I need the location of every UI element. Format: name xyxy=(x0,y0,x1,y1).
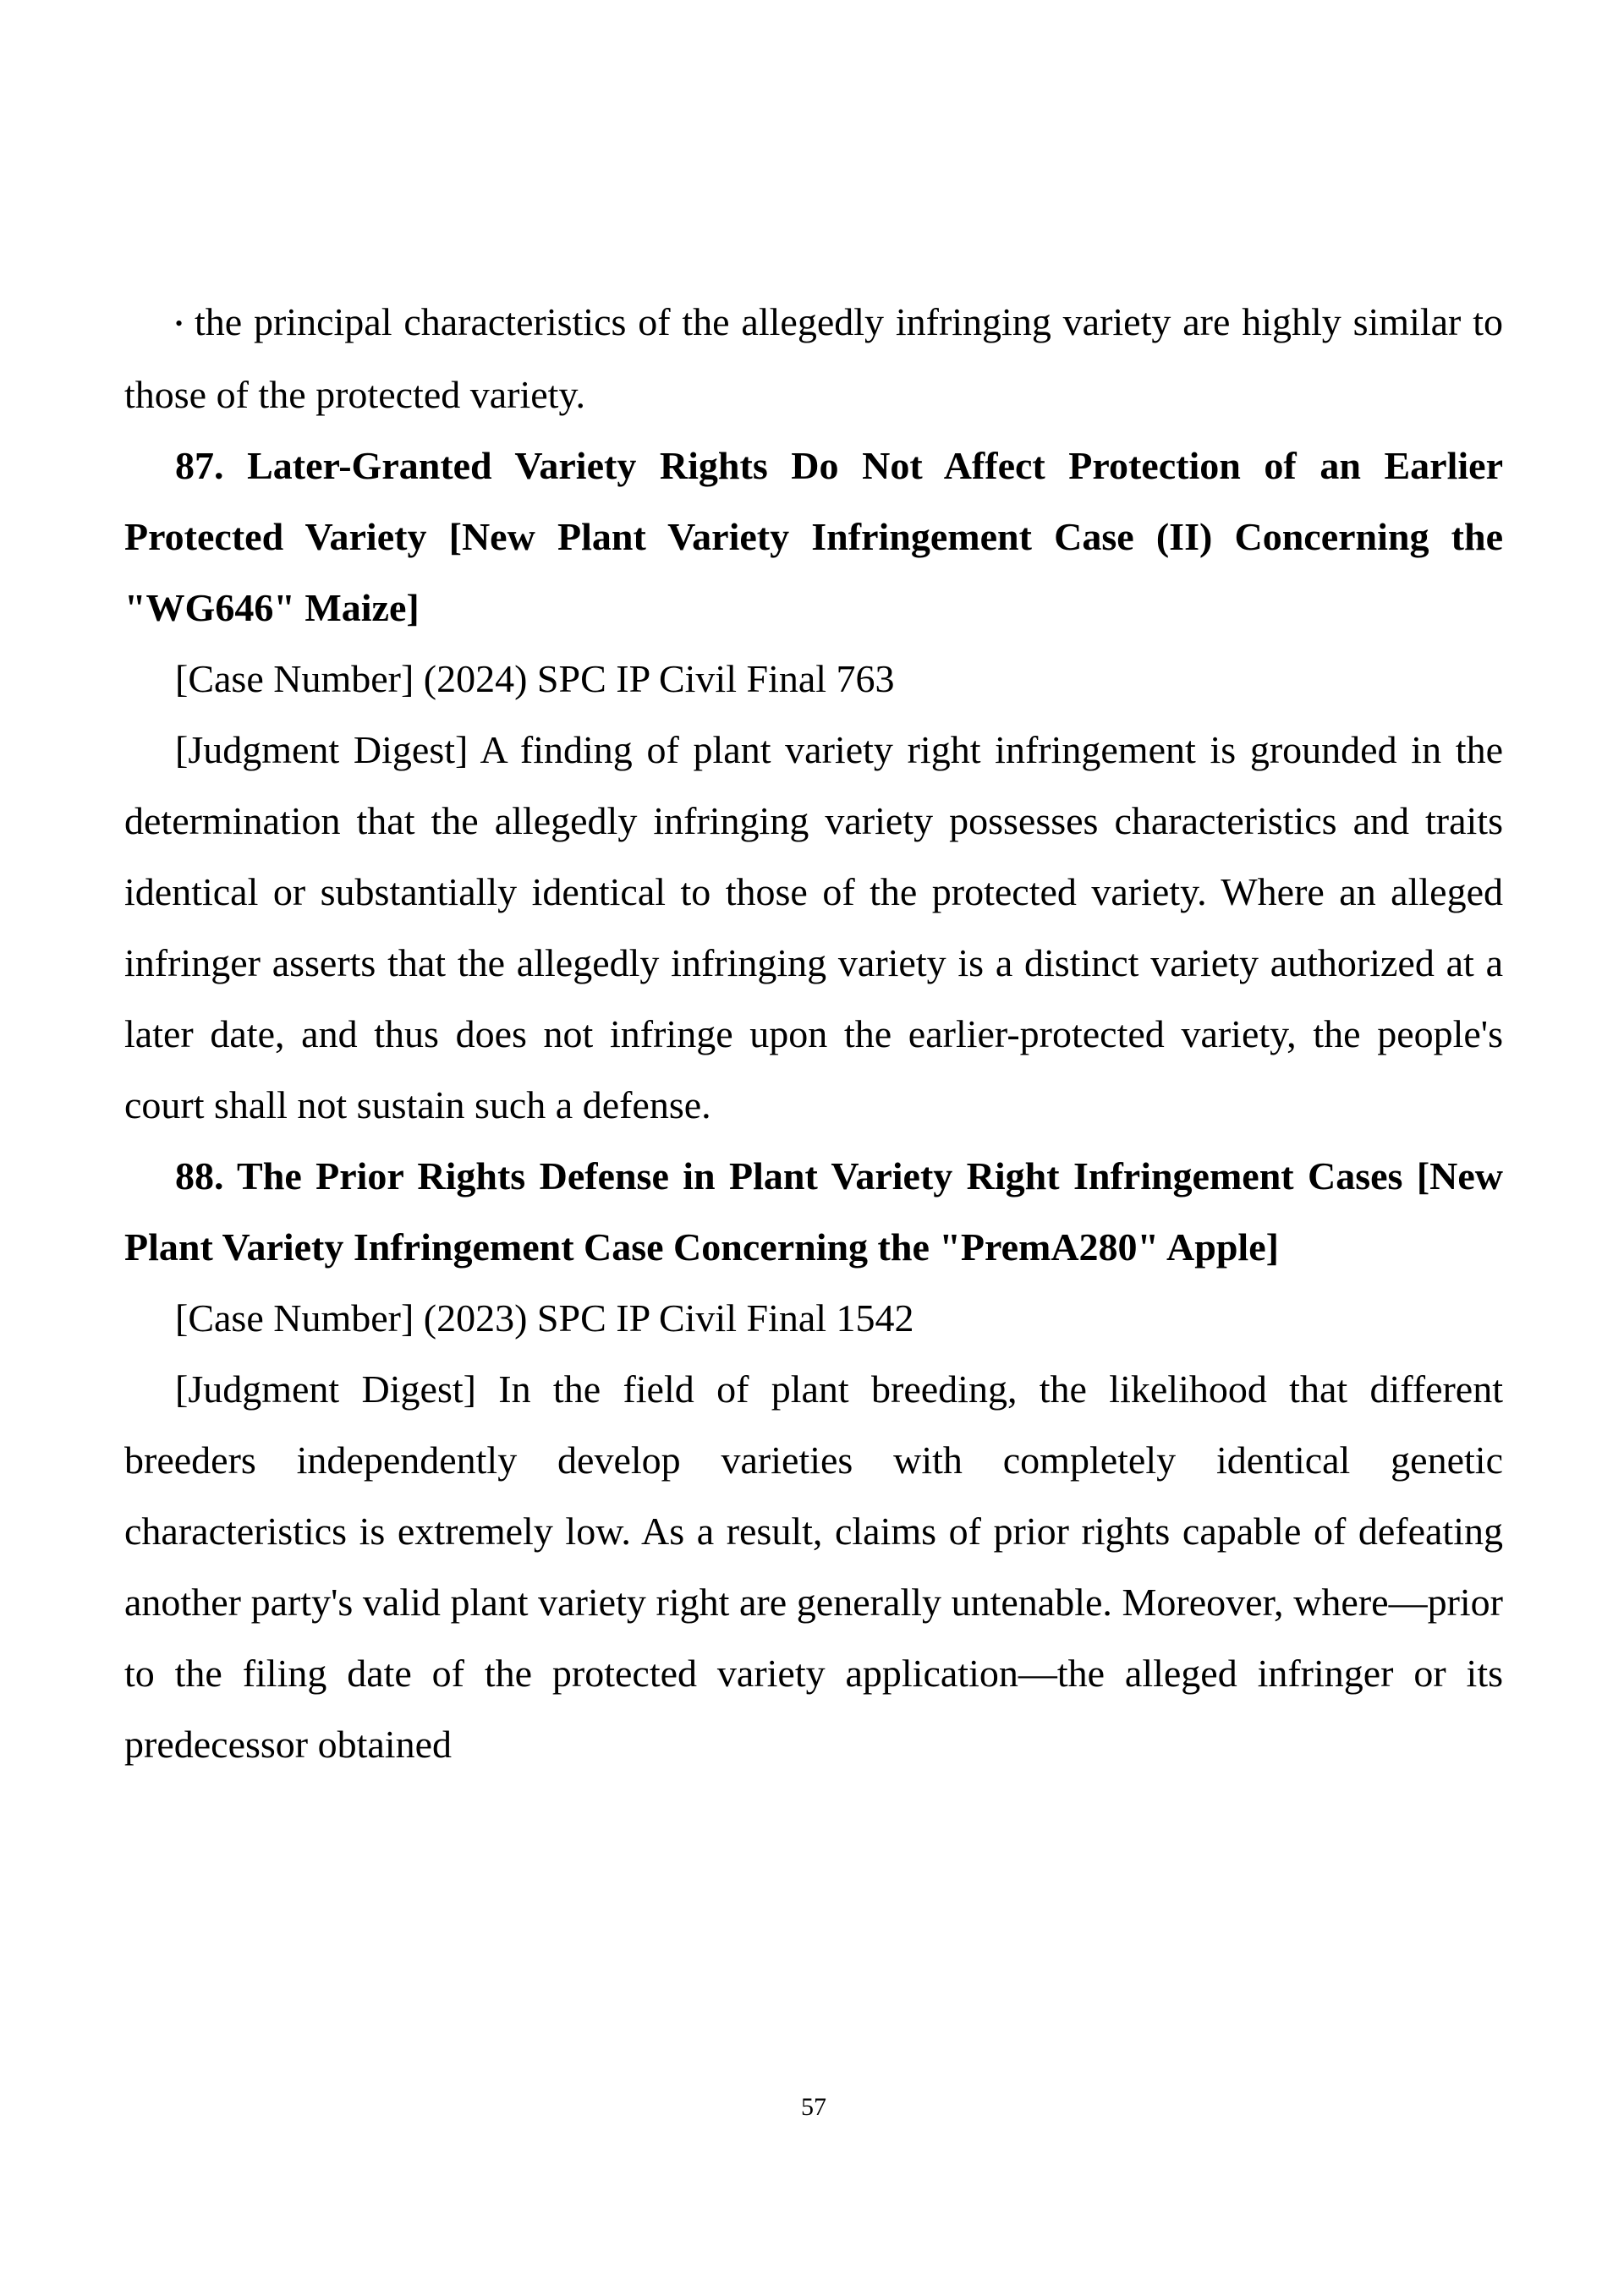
section-88-heading: 88. The Prior Rights Defense in Plant Variety Right Infringement Cases [New Plant Variety Infringement Case Concerning the "PremA280" Apple] xyxy=(124,1154,1503,1269)
page-body xyxy=(124,287,1503,1780)
section-87-judgment-digest: [Judgment Digest] A finding of plant variety right infringement is grounded in the determination that the allegedly infringing variety possesses characteristics and traits identical or substantially identical to those of the protected variety. Where an alleged infringer asserts that the allegedly infringing variety is a distinct variety authorized at a later date, and thus does not infringe upon the earlier-protected variety, the people's court shall not sustain such a defense. xyxy=(124,728,1503,1126)
bullet-icon: • xyxy=(175,311,184,336)
bullet-item-text: the principal characteristics of the allegedly infringing variety are highly similar to those of the protected variety. xyxy=(124,300,1503,416)
section-87-heading: 87. Later-Granted Variety Rights Do Not Affect Protection of an Earlier Protected Variety [New Plant Variety Infringement Case (II) Concerning the "WG646" Maize] xyxy=(124,444,1503,629)
section-88-judgment-digest: [Judgment Digest] In the field of plant breeding, the likelihood that different breeders independently develop varieties with completely identical genetic characteristics is extremely low. As a result, claims of prior rights capable of defeating another party's valid plant variety right are generally untenable. Moreover, where—prior to the filing date of the protected variety application—the alleged infringer or its predecessor obtained xyxy=(124,1367,1503,1766)
bullet-item xyxy=(124,287,1503,430)
section-87-case-number: [Case Number] (2024) SPC IP Civil Final 763 xyxy=(175,657,895,700)
page-number: 57 xyxy=(801,2093,826,2121)
section-88-case-number: [Case Number] (2023) SPC IP Civil Final 1542 xyxy=(175,1296,914,1340)
